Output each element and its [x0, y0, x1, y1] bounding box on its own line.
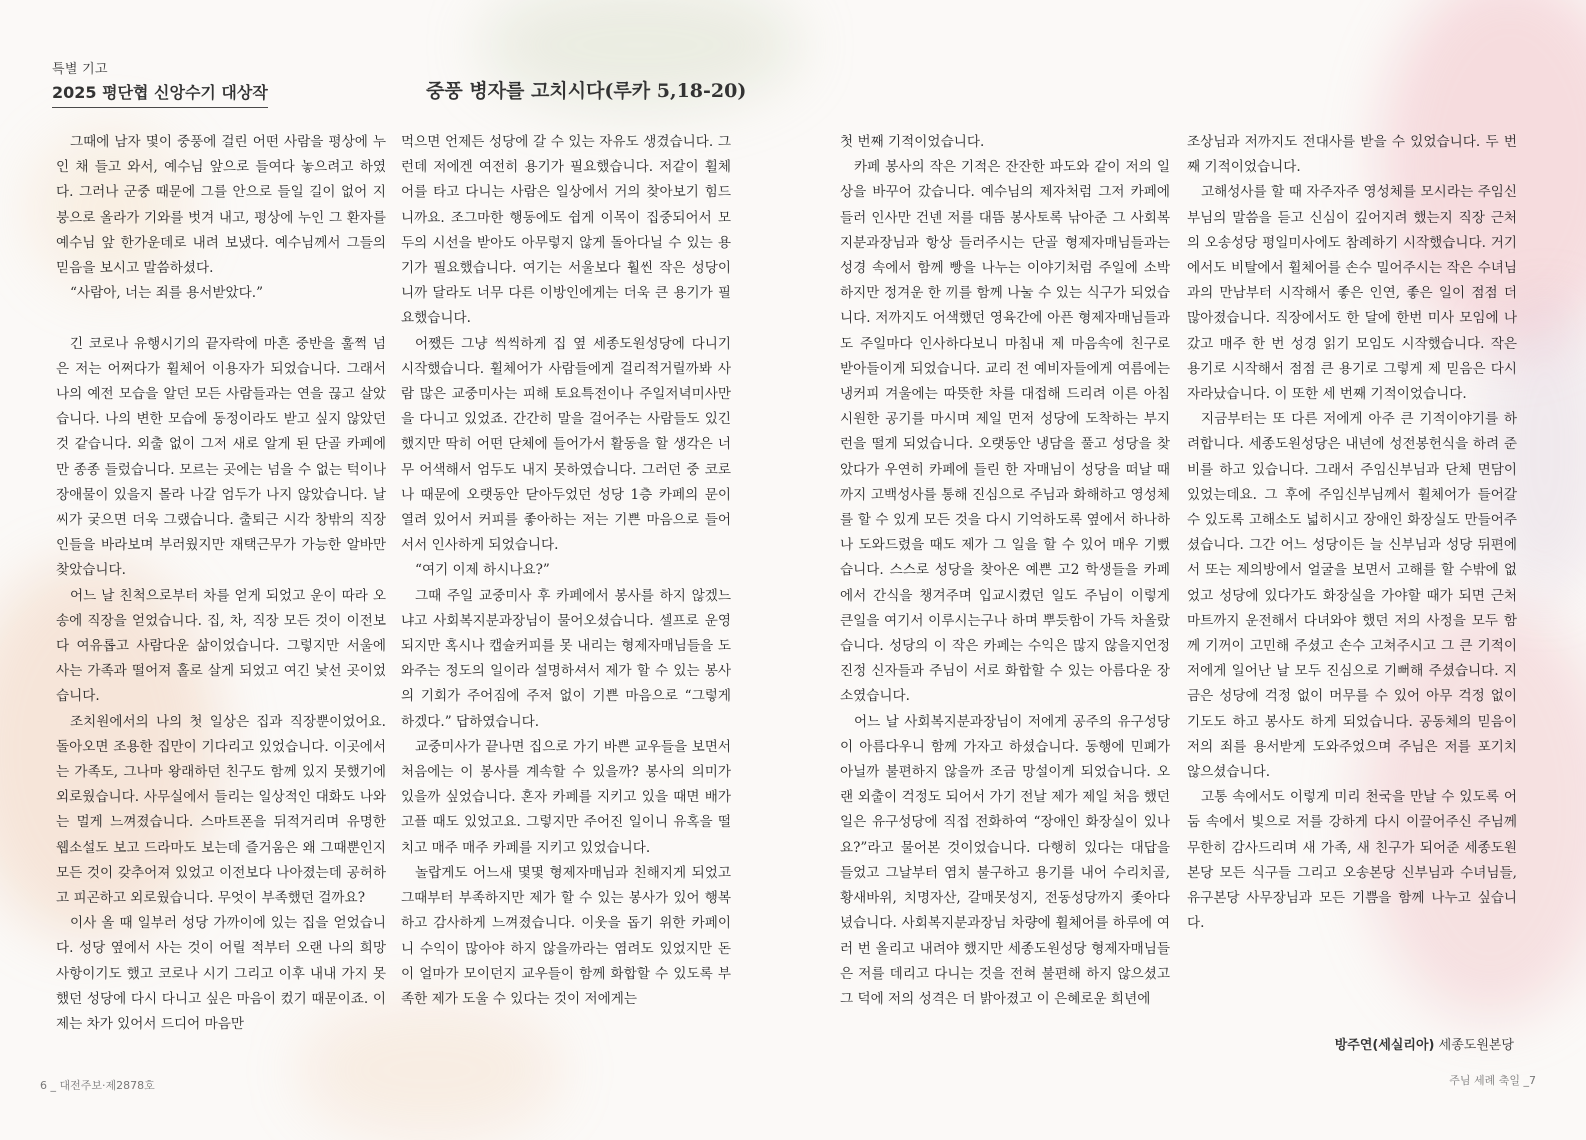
- page-footer-left: 6 _ 대전주보·제2878호: [40, 1079, 155, 1092]
- paragraph: 카페 봉사의 작은 기적은 잔잔한 파도와 같이 저의 일상을 바꾸어 갔습니다. 예수님의 제자처럼 그저 카페에 들러 인사만 건넨 저를 대뜸 봉사토록 낚아준 그 사회복지분과장님과 항상 들러주시는 단골 형제자매님들과는 성경 속에서 함께 빵을 나누는 이야기처럼 주일에 소박하지만 정겨운 한 끼를 함께 나눌 수 있는 식구가 되었습니다. 저까지도 어색했던 영육간에 아픈 형제자매님들과도 주일마다 인사하다보니 마침내 제 마음속에 친구로 받아들이게 되었습니다. 교리 전 예비자들에게 여름에는 냉커피 겨울에는 따뜻한 차를 대접해 드리려 이른 아침 시원한 공기를 마시며 제일 먼저 성당에 도착하는 부지런을 떨게 되었습니다. 오랫동안 냉담을 풀고 성당을 찾았다가 우연히 카페에 들린 한 자매님이 성당을 떠날 때까지 고백성사를 통해 진심으로 주님과 화해하고 영성체를 할 수 있게 모든 것을 다시 기억하도록 옆에서 하나하나 도와드렸을 때도 제가 그 일을 할 수 있어 매우 기뻤습니다. 스스로 성당을 찾아온 예쁜 고2 학생들을 카페에서 간식을 챙겨주며 입교시켰던 일도 주님이 이렇게 큰일을 여기서 이루시는구나 하며 뿌듯함이 가득 차올랐습니다. 성당의 이 작은 카페는 수익은 많지 않을지언정 진정 신자들과 주님이 서로 화합할 수 있는 아름다운 장소였습니다.: [840, 159, 1170, 705]
- paragraph: 어느 날 친척으로부터 차를 얻게 되었고 운이 따라 오송에 직장을 얻었습니다. 집, 차, 직장 모든 것이 이전보다 여유롭고 사람다운 삶이었습니다. 그렇지만 서울에 사는 가족과 떨어져 홀로 살게 되었고 여긴 낯선 곳이었습니다.: [56, 587, 386, 705]
- award-heading: 2025 평단협 신앙수기 대상작: [52, 83, 268, 102]
- paragraph: 어쨌든 그냥 씩씩하게 집 옆 세종도원성당에 다니기 시작했습니다. 휠체어가 사람들에게 걸리적거릴까봐 사람 많은 교중미사는 피해 토요특전이나 주일저녁미사만을 다니고 있었죠. 간간히 말을 걸어주는 사람들도 있긴 했지만 딱히 어떤 단체에 들어가서 활동을 할 생각은 너무 어색해서 엄두도 내지 못하였습니다. 그러던 중 코로나 때문에 오랫동안 닫아두었던 성당 1층 카페의 문이 열려 있어서 커피를 좋아하는 저는 기쁜 마음으로 들어서서 인사하게 되었습니다.: [401, 335, 731, 554]
- paragraph-gap: [56, 306, 386, 331]
- paragraph-continued: 조상님과 저까지도 전대사를 받을 수 있었습니다. 두 번째 기적이었습니다.: [1187, 134, 1517, 176]
- paragraph: 그때에 남자 몇이 중풍에 걸린 어떤 사람을 평상에 누인 채 들고 와서, 예수님 앞으로 들여다 놓으려고 하였다. 그러나 군중 때문에 그를 안으로 들일 길이 없어 지붕으로 올라가 기와를 벗겨 내고, 평상에 누인 그 환자를 예수님 앞 한가운데로 내려 보냈다. 예수님께서 그들의 믿음을 보시고 말씀하셨다.: [56, 134, 386, 277]
- paragraph: 긴 코로나 유행시기의 끝자락에 마흔 중반을 훌쩍 넘은 저는 어쩌다가 휠체어 이용자가 되었습니다. 그래서 나의 예전 모습을 알던 모든 사람들과는 연을 끊고 살았습니다. 나의 변한 모습에 동정이라도 받고 싶지 않았던 것 같습니다. 외출 없이 그저 새로 알게 된 단골 카페에만 종종 들렀습니다. 모르는 곳에는 넘을 수 없는 턱이나 장애물이 있을지 몰라 나갈 엄두가 나지 않았습니다. 날씨가 궂으면 더욱 그랬습니다. 출퇴근 시각 창밖의 직장인들을 바라보며 부러웠지만 재택근무가 가능한 알바만 찾았습니다.: [56, 335, 386, 579]
- paragraph: 교중미사가 끝나면 집으로 가기 바쁜 교우들을 보면서 처음에는 이 봉사를 계속할 수 있을까? 봉사의 의미가 있을까 싶었습니다. 혼자 카페를 지키고 있을 때면 배가 고플 때도 있었고요. 그렇지만 주어진 일이니 유혹을 떨치고 매주 매주 카페를 지키고 있었습니다.: [401, 738, 731, 856]
- paragraph: 고통 속에서도 이렇게 미리 천국을 만날 수 있도록 어둠 속에서 빛으로 저를 강하게 다시 이끌어주신 주님께 무한히 감사드리며 새 가족, 새 친구가 되어준 세종도원본당 모든 식구들 그리고 오송본당 신부님과 수녀님들, 유구본당 사무장님과 모든 기쁨을 함께 나누고 싶습니다.: [1187, 789, 1517, 932]
- paragraph-continued: 먹으면 언제든 성당에 갈 수 있는 자유도 생겼습니다. 그런데 저에겐 여전히 용기가 필요했습니다. 저같이 휠체어를 타고 다니는 사람은 일상에서 거의 찾아보기 힘드니까요. 조그마한 행동에도 쉽게 이목이 집중되어서 모두의 시선을 받아도 아무렇지 않게 돌아다닐 수 있는 용기가 필요했습니다. 여기는 서울보다 훨씬 작은 성당이니까 달라도 너무 다른 이방인에게는 더욱 큰 용기가 필요했습니다.: [401, 134, 731, 327]
- author-name: 방주연(세실리아): [1334, 1038, 1435, 1053]
- text-column-4: [1187, 130, 1517, 937]
- article-title: 중풍 병자를 고치시다(루카 5,18-20): [426, 80, 747, 102]
- paragraph: 고해성사를 할 때 자주자주 영성체를 모시라는 주임신부님의 말씀을 듣고 신심이 깊어지려 했는지 직장 근처의 오송성당 평일미사에도 참례하기 시작했습니다. 거기에서도 비탈에서 휠체어를 손수 밀어주시는 작은 수녀님과의 만남부터 시작해서 좋은 인연, 좋은 일이 점점 더 많아졌습니다. 직장에서도 한 달에 한번 미사 모임에 나갔고 매주 한 번 성경 읽기 모임도 시작했습니다. 작은 용기로 시작해서 점점 큰 용기로 그렇게 제 믿음은 다시 자라났습니다. 이 또한 세 번째 기적이었습니다.: [1187, 184, 1517, 403]
- quote-paragraph: “사람아, 너는 죄를 용서받았다.”: [70, 285, 264, 302]
- text-column-3: [840, 130, 1170, 1012]
- text-column-1: [56, 130, 386, 1037]
- quote-paragraph: “여기 이제 하시나요?”: [415, 562, 550, 579]
- text-column-2: [401, 130, 731, 1012]
- section-header: [52, 58, 268, 108]
- paragraph: 놀랍게도 어느새 몇몇 형제자매님과 친해지게 되었고 그때부터 부족하지만 제가 할 수 있는 봉사가 있어 행복하고 감사하게 느껴졌습니다. 이웃을 돕기 위한 카페이니 수익이 많아야 하지 않을까라는 염려도 있었지만 돈이 얼마가 모이던지 교우들이 함께 화합할 수 있도록 부족한 제가 도울 수 있다는 것이 저에게는: [401, 864, 731, 1007]
- paragraph-continued: 첫 번째 기적이었습니다.: [840, 134, 985, 150]
- section-kicker: 특별 기고: [52, 62, 108, 77]
- author-parish: 세종도원본당: [1438, 1038, 1514, 1053]
- paragraph: 그때 주일 교중미사 후 카페에서 봉사를 하지 않겠느냐고 사회복지분과장님이 물어오셨습니다. 셀프로 운영되지만 혹시나 캡슐커피를 못 내리는 형제자매님들을 도와주는 정도의 일이라 설명하셔서 제가 할 수 있는 봉사의 기회가 주어짐에 주저 없이 기쁜 마음으로 “그렇게 하겠다.” 답하였습니다.: [401, 587, 731, 730]
- paragraph: 어느 날 사회복지분과장님이 저에게 공주의 유구성당이 아름다우니 함께 가자고 하셨습니다. 동행에 민폐가 아닐까 불편하지 않을까 조금 망설이게 되었습니다. 오랜 외출이 걱정도 되어서 가기 전날 제가 제일 처음 했던 일은 유구성당에 직접 전화하여 “장애인 화장실이 있나요?”라고 물어본 것이었습니다. 다행히 있다는 대답을 들었고 그날부터 염치 불구하고 용기를 내어 수리치골, 황새바위, 치명자산, 갈매못성지, 전동성당까지 좇아다녔습니다. 사회복지분과장님 차량에 휠체어를 하루에 여러 번 올리고 내려야 했지만 세종도원성당 형제자매님들은 저를 데리고 다니는 것을 전혀 불편해 하지 않으셨고 그 덕에 저의 성격은 더 밝아졌고 이 은혜로운 희년에: [840, 713, 1170, 1007]
- author-byline: [1335, 1034, 1514, 1053]
- paragraph: 조치원에서의 나의 첫 일상은 집과 직장뿐이었어요. 돌아오면 조용한 집만이 기다리고 있었습니다. 이곳에서는 가족도, 그나마 왕래하던 친구도 함께 있지 못했기에 외로웠습니다. 사무실에서 들리는 일상적인 대화도 나와는 멀게 느껴졌습니다. 스마트폰을 뒤적거리며 유명한 웹소설도 보고 드라마도 보는데 즐거움은 왜 그때뿐인지 모든 것이 갖추어져 있었고 이전보다 나아졌는데 공허하고 피곤하고 외로웠습니다. 무엇이 부족했던 걸까요?: [56, 713, 386, 907]
- page-footer-right: 주님 세례 축일 _7: [1449, 1074, 1536, 1087]
- paragraph: 지금부터는 또 다른 저에게 아주 큰 기적이야기를 하려합니다. 세종도원성당은 내년에 성전봉헌식을 하려 준비를 하고 있습니다. 그래서 주임신부님과 단체 면담이 있었는데요. 그 후에 주임신부님께서 휠체어가 들어갈 수 있도록 고해소도 넓히시고 장애인 화장실도 만들어주셨습니다. 그간 어느 성당이든 늘 신부님과 성당 뒤편에서 또는 제의방에서 얼굴을 보면서 고해를 할 수밖에 없었고 성당에 있다가도 화장실을 가야할 때가 되면 근처 마트까지 운전해서 다녀와야 했던 저의 사정을 모두 함께 기꺼이 고민해 주셨고 손수 고쳐주시고 그 큰 기적이 저에게 일어난 날 모두 진심으로 기뻐해 주셨습니다. 지금은 성당에 걱정 없이 머무를 수 있어 아무 걱정 없이 기도도 하고 봉사도 하게 되었습니다. 공동체의 믿음이 저의 죄를 용서받게 도와주었으며 주님은 저를 포기치 않으셨습니다.: [1187, 411, 1517, 781]
- paragraph: 이사 올 때 일부러 성당 가까이에 있는 집을 얻었습니다. 성당 옆에서 사는 것이 어릴 적부터 오랜 나의 희망사항이기도 했고 코로나 시기 그리고 이후 내내 가지 못했던 성당에 다시 다니고 싶은 마음이 컸기 때문이죠. 이제는 차가 있어서 드디어 마음만: [56, 915, 386, 1033]
